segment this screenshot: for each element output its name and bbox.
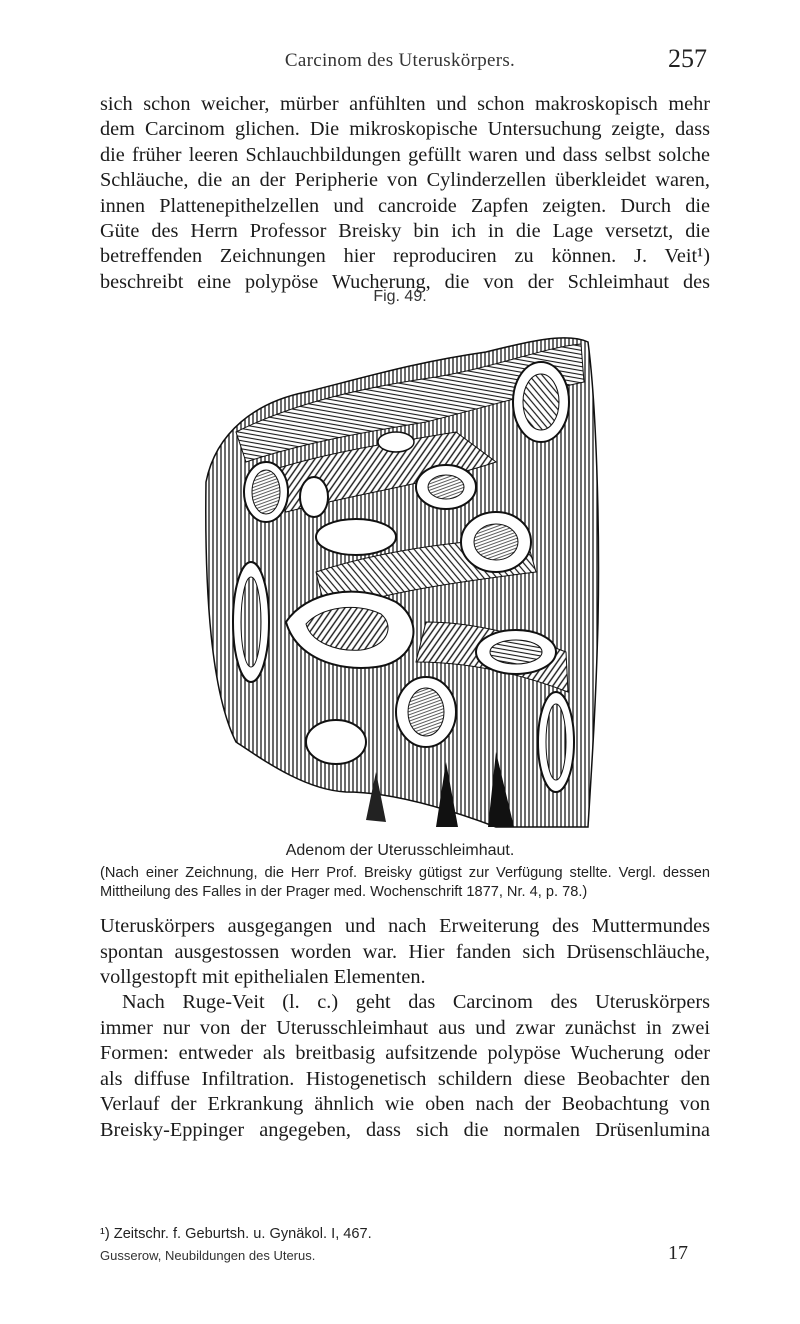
text-line: Güte des Herrn Professor Breisky bin ich in die Lage versetzt, die <box>100 220 710 243</box>
page-header <box>0 44 800 74</box>
text-line: Schläuche, die an der Peripherie von Cylinderzellen überkleidet waren, <box>100 169 710 192</box>
paragraph-1 <box>100 92 710 295</box>
page-number: 257 <box>668 44 707 73</box>
text-line: Formen: entweder als breitbasig aufsitzende polypöse Wucherung oder <box>100 1042 710 1065</box>
text-line: die früher leeren Schlauchbildungen gefüllt waren und dass selbst solche <box>100 143 710 166</box>
histology-drawing <box>196 322 604 830</box>
text-line: Breisky-Eppinger angegeben, dass sich die normalen Drüsenlumina <box>100 1118 710 1141</box>
footnote: ¹) Zeitschr. f. Geburtsh. u. Gynäkol. I, 467. <box>100 1226 372 1242</box>
footer-book-title: Gusserow, Neubildungen des Uterus. <box>100 1248 316 1263</box>
text-line: beschreibt eine polypöse Wucherung, die von der Schleimhaut des <box>100 270 710 293</box>
running-title: Carcinom des Uteruskörpers. <box>284 50 516 71</box>
text-line: als diffuse Infiltration. Histogenetisch schildern diese Beobachter den <box>100 1067 710 1090</box>
adenoma-illustration <box>196 322 604 830</box>
text-line: Verlauf der Erkrankung ähnlich wie oben nach der Beobachtung von <box>100 1093 710 1116</box>
text-line: dem Carcinom glichen. Die mikroskopische Untersuchung zeigte, dass <box>100 118 710 141</box>
figure-label: Fig. 49. <box>373 288 427 305</box>
paragraph-2 <box>100 914 710 991</box>
text-line: innen Plattenepithelzellen und cancroide Zapfen zeigten. Durch die <box>100 194 710 217</box>
text-line: Nach Ruge-Veit (l. c.) geht das Carcinom des Uteruskörpers <box>122 991 710 1013</box>
figure-caption-note: (Nach einer Zeichnung, die Herr Prof. Breisky gütigst zur Verfügung stellte. Vergl. dessen Mittheilung des Falles in der Prager med. Wochenschrift 1877, Nr. 4, p. 78.) <box>100 865 710 900</box>
text-line: vollgestopft mit epithelialen Elementen. <box>100 966 426 989</box>
paragraph-3 <box>100 990 710 1144</box>
text-line: spontan ausgestossen worden war. Hier fanden sich Drüsenschläuche, <box>100 940 710 963</box>
text-line: immer nur von der Uterusschleimhaut aus und zwar zunächst in zwei <box>100 1016 710 1039</box>
figure-caption-title: Adenom der Uterusschleimhaut. <box>285 842 515 859</box>
footer-signature: 17 <box>668 1242 688 1264</box>
text-line: betreffenden Zeichnungen hier reproduciren zu können. J. Veit¹) <box>100 245 710 268</box>
text-line: Uteruskörpers ausgegangen und nach Erweiterung des Muttermundes <box>100 915 710 937</box>
text-line: sich schon weicher, mürber anfühlten und schon makroskopisch mehr <box>100 93 710 115</box>
